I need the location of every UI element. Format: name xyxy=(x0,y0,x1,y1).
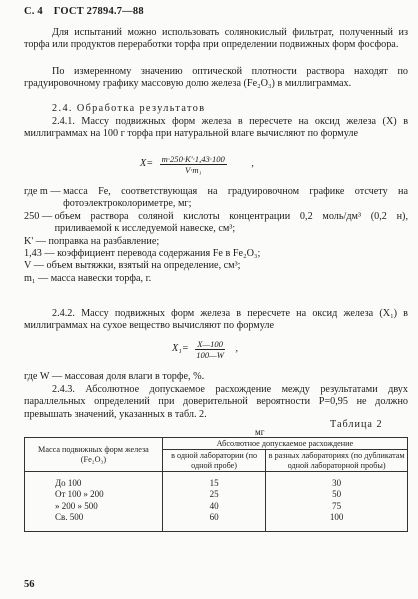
table-cell: 25 xyxy=(209,489,219,500)
variable-definitions xyxy=(24,186,408,285)
formula-x1 xyxy=(172,339,242,360)
formula-x-numerator: m·250·K'·1,43·100 xyxy=(161,154,225,164)
definition-body: масса Fe, соответствующая на градуировочном графике отсчету на фотоэлектроколориметре, мг; xyxy=(63,186,408,210)
definition-body: поправка на разбавление; xyxy=(48,235,160,247)
definition-term: 250 — xyxy=(24,210,55,222)
formula-x-lhs: X= xyxy=(140,158,154,170)
page-number: 56 xyxy=(24,579,35,590)
definition-term: m₁ — xyxy=(24,272,51,284)
paragraph-2-4-2: 2.4.2. Массу подвижных форм железа в пересчете на оксид железа (X₁) в миллиграммах на сухое вещество вычисляют по формуле xyxy=(24,308,408,332)
definition-item xyxy=(24,273,408,285)
table-cell: 15 xyxy=(209,478,219,489)
table-row-labels xyxy=(25,472,163,532)
definition-item xyxy=(24,260,408,272)
table-cell: 30 xyxy=(332,478,342,489)
table-title: Таблица 2 xyxy=(330,419,383,430)
table-header-group: Абсолютное допускаемое расхождение xyxy=(162,438,407,450)
page-header xyxy=(24,6,152,18)
formula-x1-numerator: X—100 xyxy=(197,339,223,349)
table-col-one-lab xyxy=(162,472,265,532)
formula-x-denominator: V·m₁ xyxy=(184,165,202,175)
paragraph-graph: По измеренному значению оптической плотности раствора находят по градуировочному графику массовую долю железа (Fe₂O₃) в миллиграммах. xyxy=(24,66,408,90)
formula-x-fraction xyxy=(160,154,227,175)
definition-item xyxy=(24,186,408,211)
paragraph-filtrate: Для испытаний можно использовать солянокислый фильтрат, полученный из торфа или продуктов переработки торфа при определении подвижных форм фосфора. xyxy=(24,27,408,51)
paragraph-2-4-1: 2.4.1. Массу подвижных форм железа в пересчете на оксид железа (X) в миллиграммах на 100 г торфа при натуральной влаге вычисляют по формуле xyxy=(24,116,408,140)
table-unit: мг xyxy=(255,427,265,437)
table-row-label: Св. 500 xyxy=(55,511,84,522)
definition-body: масса навески торфа, г. xyxy=(50,272,152,284)
definition-term: 1,43 — xyxy=(24,248,58,260)
formula-x1-fraction xyxy=(195,339,225,360)
page-label: С. 4 xyxy=(24,6,43,17)
definition-item xyxy=(24,248,408,260)
table-header-mass: Масса подвижных форм железа (Fe₂O₃) xyxy=(25,438,163,472)
formula-x1-lhs: X₁= xyxy=(172,343,189,355)
table-row-label: » 200 » 500 xyxy=(55,500,98,511)
table-cell: 40 xyxy=(209,500,219,511)
tolerance-table xyxy=(24,437,408,532)
table-col-different-labs xyxy=(266,472,408,532)
definition-item xyxy=(24,211,408,236)
paragraph-moisture: где W — массовая доля влаги в торфе, %. xyxy=(24,371,205,382)
definition-term: K' — xyxy=(24,235,49,247)
definition-body: объем вытяжки, взятый на определение, см³; xyxy=(46,260,241,272)
definition-term: V — xyxy=(24,260,47,272)
table-row-label: До 100 xyxy=(55,478,82,489)
formula-x1-comma: , xyxy=(235,343,239,355)
table-row-label: От 100 » 200 xyxy=(55,489,104,500)
section-heading: 2.4. Обработка результатов xyxy=(52,103,206,114)
table-header-one-lab: в одной лаборатории (по одной пробе) xyxy=(162,450,265,472)
table-cell: 60 xyxy=(209,511,219,522)
definition-item xyxy=(24,236,408,248)
definition-body: объем раствора соляной кислоты концентрации 0,2 моль/дм³ (0,2 н), приливаемой к исследуемой навеске, см³; xyxy=(54,210,408,235)
formula-x xyxy=(140,154,258,175)
formula-x1-denominator: 100—W xyxy=(196,350,224,360)
table-cell: 100 xyxy=(329,511,344,522)
table-header-different-labs: в разных лабораториях (по дубликатам одной лабораторной пробы) xyxy=(266,450,408,472)
formula-x-comma: , xyxy=(251,158,254,170)
definition-body: коэффициент перевода содержания Fe в Fe₂O₃; xyxy=(57,248,261,260)
standard-number: ГОСТ 27894.7—88 xyxy=(53,6,144,17)
table-cell: 75 xyxy=(332,500,342,511)
definition-term: где m — xyxy=(24,186,64,197)
paragraph-2-4-3: 2.4.3. Абсолютное допускаемое расхождение между результатами двух параллельных определений при доверительной вероятности P=0,95 не должно превышать значений, указанных в табл. 2. xyxy=(24,384,408,420)
table-cell: 50 xyxy=(332,489,342,500)
